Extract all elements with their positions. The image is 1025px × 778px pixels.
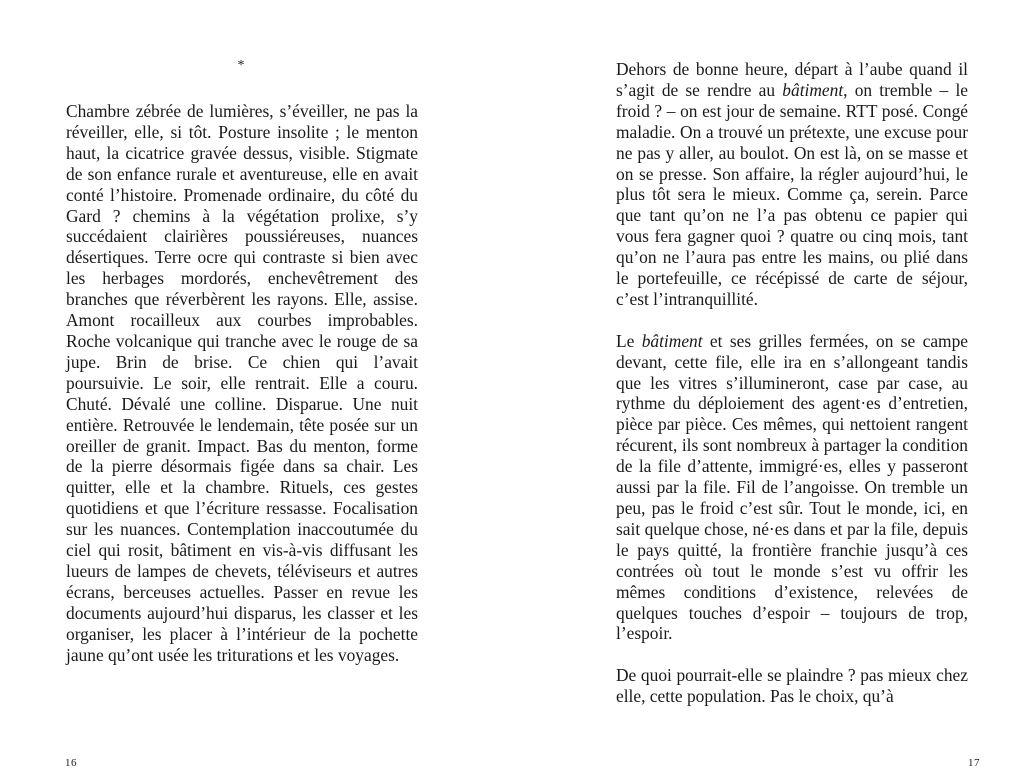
- page-number-right: 17: [968, 757, 980, 769]
- paragraph: Dehors de bonne heure, départ à l’aube quand il s’agit de se rendre au bâtiment, on tremble – le froid ? – on est jour de semaine. RTT posé. Congé maladie. On a trouvé un prétexte, une excuse pour ne pas y aller, au boulot. On est là, on se masse et on se presse. Son affaire, la régler aujourd’hui, le plus tôt sera le mieux. Comme ça, serein. Parce que tant qu’on ne l’a pas obtenu ce papier qui vous fera gagner quoi ? quatre ou cinq mois, tant qu’on ne l’aura pas entre les mains, ou plié dans le portefeuille, ce récépissé de carte de séjour, c’est l’intranquillité.: [616, 59, 968, 309]
- right-page-text: [616, 59, 968, 707]
- right-page: [512, 0, 1025, 778]
- section-ornament: *: [237, 58, 245, 73]
- paragraph: De quoi pourrait-elle se plaindre ? pas mieux chez elle, cette population. Pas le choix, qu’à: [616, 665, 968, 707]
- paragraph: Le bâtiment et ses grilles fermées, on se campe devant, cette file, elle ira en s’allongeant tandis que les vitres s’illumineront, case par case, au rythme du déploiement des agent·es d’entretien, pièce par pièce. Ces mêmes, qui nettoient rangent récurent, ils sont nombreux à partager la condition de la file d’attente, immigré·es, elles y passeront aussi par la file. Fil de l’angoisse. On tremble un peu, pas le froid c’est sûr. Tout le monde, ici, en sait quelque chose, né·es dans et par la file, depuis le pays quitté, la frontière franchie jusqu’à ces contrées où tout le monde s’est vu offrir les mêmes conditions d’existence, relevées de quelques touches d’espoir – toujours de trop, l’espoir.: [616, 330, 968, 644]
- paragraph: Chambre zébrée de lumières, s’éveiller, ne pas la réveiller, elle, si tôt. Posture insolite ; le menton haut, la cicatrice gravée dessus, visible. Stigmate de son enfance rurale et aventureuse, elle en avait conté l’histoire. Promenade ordinaire, du côté du Gard ? chemins à la végétation prolixe, s’y succédaient clairières poussiéreuses, nuances désertiques. Terre ocre qui contraste si bien avec les herbages mordorés, enchevêtrement des branches que réverbèrent les rayons. Elle, assise. Amont rocailleux aux courbes improbables. Roche volcanique qui tranche avec le rouge de sa jupe. Brin de brise. Ce chien qui l’avait poursuivie. Le soir, elle rentrait. Elle a couru. Chuté. Dévalé une colline. Disparue. Une nuit entière. Retrouvée le lendemain, tête posée sur un oreiller de granit. Impact. Bas du menton, forme de la pierre désormais figée dans sa chair. Les quitter, elle et la chambre. Rituels, ces gestes quotidiens et que l’écriture ressasse. Focalisation sur les nuances. Contemplation inaccoutumée du ciel qui rosit, bâtiment en vis-à-vis diffusant les lueurs de lampes de chevets, téléviseurs et autres écrans, berceuses actuelles. Passer en revue les documents aujourd’hui disparus, les classer et les organiser, les placer à l’intérieur de la pochette jaune qu’ont usée les triturations et les voyages.: [66, 101, 418, 665]
- left-page: [0, 0, 512, 778]
- left-page-text: [66, 101, 418, 665]
- page-number-left: 16: [65, 757, 77, 769]
